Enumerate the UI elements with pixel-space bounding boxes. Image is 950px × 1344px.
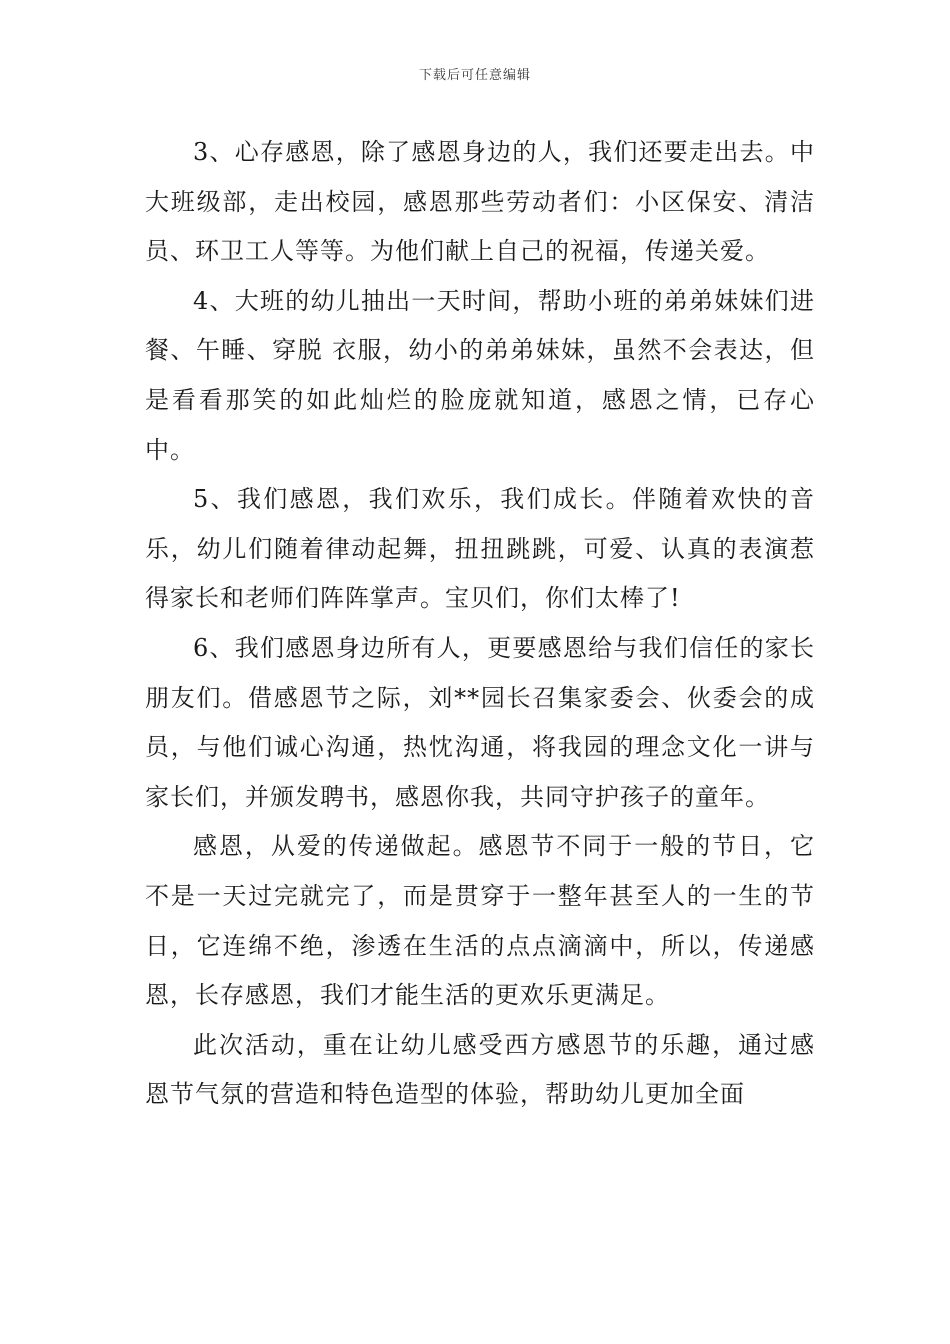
document-body: [145, 128, 815, 1120]
paragraph-item-6: 6、我们感恩身边所有人，更要感恩给与我们信任的家长朋友们。借感恩节之际，刘**园长召集家委会、伙委会的成员，与他们诚心沟通，热忱沟通，将我园的理念文化一讲与家长们，并颁发聘书，感恩你我，共同守护孩子的童年。: [145, 633, 815, 811]
paragraph-conclusion: 感恩，从爱的传递做起。感恩节不同于一般的节日，它不是一天过完就完了，而是贯穿于一整年甚至人的一生的节日，它连绵不绝，渗透在生活的点点滴滴中，所以，传递感恩，长存感恩，我们才能生活的更欢乐更满足。: [145, 832, 815, 1010]
paragraph-summary: 此次活动，重在让幼儿感受西方感恩节的乐趣，通过感恩节气氛的营造和特色造型的体验，帮助幼儿更加全面: [145, 1030, 815, 1109]
paragraph-item-3: 3、心存感恩，除了感恩身边的人，我们还要走出去。中大班级部，走出校园，感恩那些劳动者们：小区保安、清洁员、环卫工人等等。为他们献上自己的祝福，传递关爱。: [145, 138, 815, 266]
paragraph-item-5: 5、我们感恩，我们欢乐，我们成长。伴随着欢快的音乐，幼儿们随着律动起舞，扭扭跳跳，可爱、认真的表演惹得家长和老师们阵阵掌声。宝贝们，你们太棒了!: [145, 485, 815, 613]
paragraph-item-4: 4、大班的幼儿抽出一天时间，帮助小班的弟弟妹妹们进餐、午睡、穿脱 衣服，幼小的弟弟妹妹，虽然不会表达，但是看看那笑的如此灿烂的脸庞就知道，感恩之情，已存心中。: [145, 286, 815, 464]
page-header: 下载后可任意编辑: [418, 68, 531, 83]
